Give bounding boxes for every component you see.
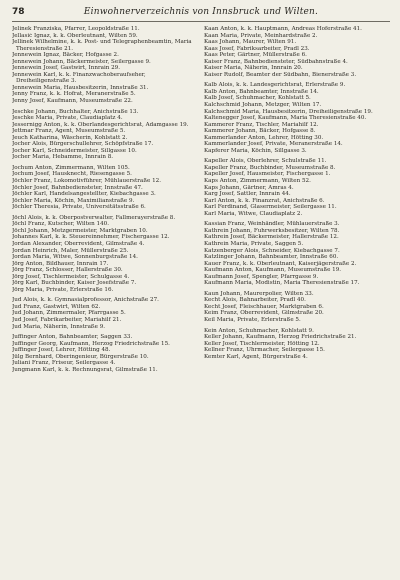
directory-entry: Kecht Josef, Fleischhauer, Marktgraben 6. — [204, 303, 324, 310]
directory-entry: Jud Maria, Näherin, Innstraße 9. — [12, 323, 106, 330]
directory-entry: Kammerlander Josef, Private, Meranerstraße 14. — [204, 141, 343, 148]
directory-entry: Jülg Bernhard, Oberingenieur, Bürgerstraße 10. — [12, 353, 149, 360]
directory-entry: Jocher Maria, Hebamme, Innrain 8. — [12, 154, 114, 161]
directory-entry: Jöchler Theresia, Private, Universitätsstraße 6. — [12, 204, 146, 211]
directory-entry: Kapferer Maria, Köchin, Sillgasse 3. — [204, 147, 307, 154]
directory-entry: Jörg Franz, Schlosser, Hallerstraße 30. — [12, 267, 123, 274]
directory-entry: Kaufmann Anton, Kaufmann, Museumstraße 19. — [204, 267, 342, 274]
directory-entry: Kapeller Alois, Oberlehrer, Schulstraße 11. — [204, 158, 327, 165]
directory-entry: Kaun Johann, Maurerpolier, Wilten 33. — [204, 290, 314, 297]
directory-entry: Kemter Karl, Agent, Bürgerstraße 4. — [204, 353, 308, 360]
directory-entry: Kalb Josef, Schuhmacher, Kohlstatt 5. — [204, 95, 311, 102]
directory-entry: Karl Ferdinand, Glasermeister, Seilergasse 11. — [204, 204, 337, 211]
directory-entry: Jordan Maria, Witwe, Sonnenburgstraße 14. — [12, 254, 138, 261]
directory-entry: Jellasić Ignaz, k. k. Oberleutnant, Wilten 59. — [12, 32, 138, 39]
directory-entry: Kecht Alois, Bahnarbeiter, Pradl 40. — [204, 297, 306, 304]
directory-entry: Jennewein Maria, Hausbesitzerin, Innstraße 31. — [12, 84, 149, 91]
directory-entry: Jordan Heinrich, Maler, Müllerstraße 25. — [12, 247, 129, 254]
directory-entry: Kein Anton, Schuhmacher, Kohlstatt 9. — [204, 327, 314, 334]
directory-entry: Juffinger Georg, Kaufmann, Herzog Friedrichstraße 15. — [12, 340, 170, 347]
directory-entry: Katzenberger Alois, Schneider, Kiebachgasse 7. — [204, 247, 340, 254]
directory-columns — [12, 26, 390, 373]
directory-entry: Jellinek Wilhelmine, k. k. Post- und Telegraphenbeamtin, Maria Theresienstraße 21. — [12, 39, 192, 52]
directory-entry: Kapeller Josef, Hausmeister, Fischergasse 1. — [204, 171, 331, 178]
directory-entry: Kaan Maria, Private, Meinhardstraße 2. — [204, 32, 318, 39]
directory-entry: Jungmann Karl, k. k. Rechnungsrat, Gilmstraße 11. — [12, 366, 158, 373]
directory-entry: Kaiser Franz, Bahnbediensteter, Südbahnstraße 4. — [204, 58, 348, 65]
directory-entry: Jeschke Johann, Buchhalter, Anichstraße 13. — [12, 108, 139, 115]
directory-entry: Jeuch Katharina, Wäscherin, Kohlstatt 2. — [12, 134, 128, 141]
directory-entry: Keim Franz, Oberrevident, Gilmstraße 20. — [204, 310, 324, 317]
directory-entry: Jennewein Josef, Gastwirt, Innrain 29. — [12, 65, 121, 72]
directory-entry: Kaps Anton, Zimmermann, Wilten 52. — [204, 178, 311, 185]
directory-entry: Kaan Anton, k. k. Hauptmann, Andreas Hoferstraße 41. — [204, 26, 362, 32]
directory-entry: Jöchl Alois, k. k. Oberpostverwalter, Fallmerayerstraße 8. — [12, 214, 176, 221]
directory-entry: Kaas Peter, Gärtner, Müllerstraße 6. — [204, 52, 307, 59]
directory-entry: Juffinger Josef, Lehrer, Hötting 48. — [12, 347, 111, 354]
running-title: Einwohnerverzeichnis von Innsbruck und Wilten. — [83, 7, 319, 17]
directory-entry: Jörg Anton, Bildhauer, Innrain 17. — [12, 260, 109, 267]
directory-entry: Jörg Karl, Buchbinder, Kaiser Josefstraße 7. — [12, 280, 137, 287]
directory-entry: Keller Johann, Kaufmann, Herzog Friedrichstraße 21. — [204, 334, 357, 341]
directory-entry: Jörg Maria, Private, Erlerstraße 16. — [12, 286, 114, 293]
directory-entry: Kaufmann Josef, Spengler, Pfarrgasse 9. — [204, 273, 319, 280]
directory-entry: Jud Alois, k. k. Gymnasialprofessor, Anichstraße 27. — [12, 297, 159, 304]
directory-entry: Jennewein Johann, Bäckermeister, Seilergasse 9. — [12, 58, 151, 65]
directory-entry: Karg Josef, Sattler, Innrain 44. — [204, 191, 291, 198]
directory-entry: Jöchler Maria, Köchin, Maximilianstraße 9. — [12, 197, 135, 204]
directory-entry: Kalb Anton, Bahnbeamter, Innstraße 14. — [204, 88, 319, 95]
directory-entry: Kathrein Maria, Private, Saggen 5. — [204, 240, 304, 247]
directory-entry: Jocher Karl, Schneidermeister, Sillgasse 10. — [12, 147, 137, 154]
directory-entry: Jöchler Karl, Handelsangestellter, Kiebachgasse 3. — [12, 191, 156, 198]
directory-entry: Jöchl Johann, Metzgermeister, Marktgraben 10. — [12, 227, 148, 234]
directory-entry: Karl Anton, k. k. Finanzrat, Anichstraße 6. — [204, 197, 325, 204]
directory-entry: Karl Maria, Witwe, Claudiaplatz 2. — [204, 210, 303, 217]
directory-column-right — [204, 26, 390, 373]
directory-entry: Jordan Alexander, Oberrevident, Gilmstraße 4. — [12, 240, 145, 247]
directory-entry: Jenny Franz, k. k. Hofrat, Meranerstraße 5. — [12, 91, 136, 98]
directory-entry: Jochum Josef, Hausknecht, Riesengasse 5. — [12, 171, 132, 178]
directory-entry: Kathrein Johann, Fuhrwerksbesitzer, Wilten 78. — [204, 227, 340, 234]
directory-entry: Jud Franz, Gastwirt, Wilten 62. — [12, 303, 101, 310]
directory-entry: Jud Josef, Fabrikarbeiter, Mariahilf 21. — [12, 316, 122, 323]
directory-entry: Johannes Karl, k. k. Steuereinnehmer, Fischergasse 12. — [12, 234, 170, 241]
directory-entry: Kauer Franz, k. k. Oberleutnant, Kaiserjägerstraße 2. — [204, 260, 357, 267]
directory-entry: Jennewein Karl, k. k. Finanzwachoberaufseher, Dreiheiligenstraße 3. — [12, 71, 146, 85]
directory-entry: Jenny Josef, Kaufmann, Museumstraße 22. — [12, 98, 133, 105]
directory-entry: Jud Johann, Zimmermaler, Pfarrgasse 5. — [12, 310, 126, 317]
directory-entry: Jöchl Franz, Kutscher, Wilten 140. — [12, 221, 109, 228]
directory-entry: Kellner Franz, Uhrmacher, Seilergasse 15. — [204, 347, 325, 354]
directory-entry: Kaas Josef, Fabriksarbeiter, Pradl 23. — [204, 45, 310, 52]
directory-entry: Kaas Johann, Maurer, Wilten 91. — [204, 39, 297, 46]
directory-entry: Kammerer Johann, Bäcker, Hofgasse 8. — [204, 128, 316, 135]
directory-entry: Jöchler Franz, Lokomotivführer, Mühlauerstraße 12. — [12, 178, 161, 185]
page-number: 78 — [12, 7, 25, 17]
directory-entry: Keil Maria, Private, Erlerstraße 5. — [204, 316, 301, 323]
directory-entry: Kaiser Rudolf, Beamter der Südbahn, Bienerstraße 3. — [204, 71, 357, 78]
directory-entry: Kaufmann Maria, Modistin, Maria Theresienstraße 17. — [204, 280, 360, 287]
directory-entry: Kassian Franz, Weinhändler, Mühlauerstraße 3. — [204, 221, 340, 228]
directory-entry: Kathrein Josef, Bäckermeister, Hallerstraße 12. — [204, 234, 339, 241]
directory-entry: Jeschke Maria, Private, Claudiaplatz 4. — [12, 115, 123, 122]
directory-entry: Jochum Anton, Zimmermann, Wilten 105. — [12, 164, 130, 171]
directory-entry: Jennewein Ignaz, Bäcker, Hofgasse 2. — [12, 52, 119, 59]
directory-entry: Kammerer Franz, Tischler, Mariahilf 12. — [204, 121, 319, 128]
directory-entry: Jessernigg Anton, k. k. Oberlandesgerichtsrat, Adamgasse 19. — [12, 121, 189, 128]
directory-entry: Juliani Franz, Friseur, Seilergasse 4. — [12, 360, 116, 367]
directory-entry: Kalchschmid Maria, Hausbesitzerin, Dreiheiligenstraße 19. — [204, 108, 373, 115]
directory-entry: Jettmar Franz, Agent, Museumstraße 5. — [12, 128, 126, 135]
directory-entry: Juffinger Anton, Bahnbeamter, Saggen 33. — [12, 334, 133, 341]
directory-entry: Jöchler Josef, Bahnbediensteter, Innstraße 47. — [12, 184, 143, 191]
directory-entry: Kalchschmid Johann, Metzger, Wilten 17. — [204, 102, 322, 109]
directory-entry: Jörg Josef, Tischlermeister, Schulgasse 4. — [12, 273, 130, 280]
directory-entry: Kaltenegger Josef, Kaufmann, Maria Theresienstraße 40. — [204, 115, 367, 122]
page-header — [12, 7, 390, 22]
directory-entry: Jelinek Franziska, Pfarrer, Leopoldstraße 11. — [12, 26, 140, 32]
directory-entry: Katzlinger Johann, Bahnbeamter, Innstraße 60. — [204, 254, 339, 261]
directory-entry: Kalb Alois, k. k. Landesgerichtsrat, Erlerstraße 9. — [204, 82, 346, 89]
directory-entry: Kaiser Maria, Näherin, Innrain 20. — [204, 65, 303, 72]
directory-entry: Kapeller Franz, Buchbinder, Museumstraße 8. — [204, 164, 336, 171]
directory-entry: Jocher Alois, Bürgerschullehrer, Schöpfstraße 17. — [12, 141, 154, 148]
directory-entry: Kammerlander Anton, Lehrer, Hötting 30. — [204, 134, 324, 141]
directory-entry: Kaps Johann, Gärtner, Amras 4. — [204, 184, 294, 191]
directory-column-left — [12, 26, 198, 373]
directory-entry: Keller Josef, Tischlermeister, Hötting 12. — [204, 340, 320, 347]
